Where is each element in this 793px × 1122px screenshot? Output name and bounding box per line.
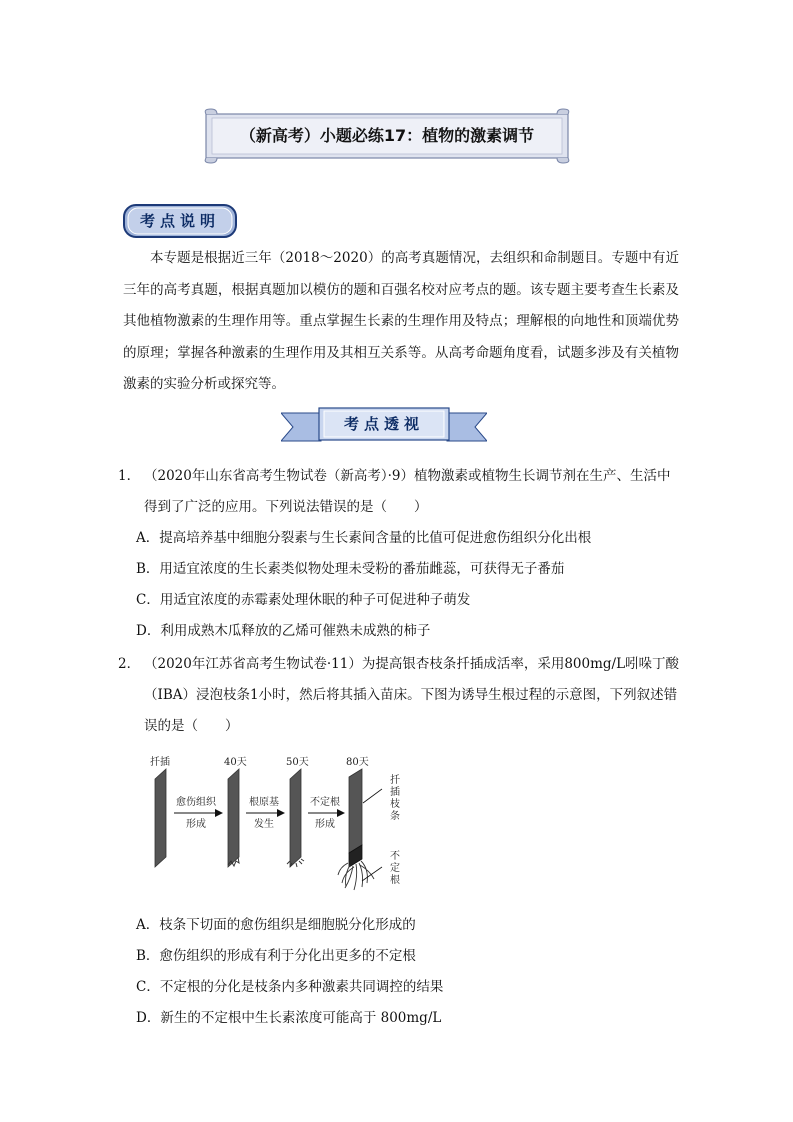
question-2-text: （2020年江苏省高考生物试卷·11）为提高银杏枝条扦插成活率，采用800mg/L吲哚丁酸（IBA）浸泡枝条1小时，然后将其插入苗床。下图为诱导生根过程的示意图，下列叙述错误的是（ ） (144, 656, 680, 734)
question-1-option-a: A．提高培养基中细胞分裂素与生长素间含量的比值可促进愈伤组织分化出根 (136, 530, 592, 546)
arrow-label-1a: 根原基 (249, 797, 279, 808)
side-label-6: 根 (390, 875, 400, 886)
page-title: （新高考）小题必练17：植物的激素调节 (239, 126, 535, 145)
side-label-5: 定 (390, 863, 400, 874)
arrow-label-1b: 发生 (254, 819, 274, 830)
question-1-option-b: B．用适宜浓度的生长素类似物处理未受粉的番茄雌蕊，可获得无子番茄 (136, 561, 565, 577)
ribbon-label: 考点透视 (343, 415, 424, 433)
question-2-option-d: D．新生的不定根中生长素浓度可能高于 800mg/L (136, 1010, 442, 1026)
cutting-stage-3 (349, 769, 362, 853)
question-2-options (118, 910, 680, 1034)
side-label-2: 枝 (390, 799, 400, 810)
adventitious-roots (338, 861, 374, 890)
side-label-0: 扦 (390, 775, 400, 786)
question-2-number: 2． (118, 656, 141, 672)
stage-label-1: 40天 (224, 757, 247, 768)
question-2-option-c: C．不定根的分化是枝条内多种激素共同调控的结果 (136, 979, 444, 995)
section-intro-paragraph (123, 243, 679, 401)
question-1-text: （2020年山东省高考生物试卷（新高考）·9）植物激素或植物生长调节剂在生产、生活中得到了广泛的应用。下列说法错误的是（ ） (144, 468, 671, 515)
stage-label-3: 80天 (346, 757, 369, 768)
side-label-3: 条 (390, 811, 400, 822)
question-1 (118, 461, 680, 647)
side-label-4: 不 (390, 851, 400, 862)
section-badge-label: 考点说明 (139, 212, 220, 230)
arrow-label-2a: 不定根 (310, 797, 340, 808)
question-2-stem (118, 649, 680, 742)
stage-label-2: 50天 (286, 757, 309, 768)
section-ribbon-kaodian-toushi (281, 407, 487, 445)
cutting-stage-2 (290, 769, 301, 867)
side-label-1: 插 (390, 787, 400, 798)
question-1-option-d: D．利用成熟木瓜释放的乙烯可催熟未成熟的柿子 (136, 623, 431, 639)
question-2-option-a: A．枝条下切面的愈伤组织是细胞脱分化形成的 (136, 917, 416, 933)
stage-label-0: 扦插 (150, 757, 170, 768)
question-1-option-c: C．用适宜浓度的赤霉素处理休眠的种子可促进种子萌发 (136, 592, 471, 608)
intro-text: 本专题是根据近三年（2018～2020）的高考真题情况，去组织和命制题目。专题中有近三年的高考真题，根据真题加以模仿的题和百强名校对应考点的题。该专题主要考查生长素及其他植物激素的生理作用等。重点掌握生长素的生理作用及特点；理解根的向地性和顶端优势的原理；掌握各种激素的生理作用及其相互关系等。从高考命题角度看，试题多涉及有关植物激素的实验分析或探究等。 (123, 250, 679, 392)
question-1-number: 1． (118, 468, 141, 484)
question-2-option-b: B．愈伤组织的形成有利于分化出更多的不定根 (136, 948, 416, 964)
arrow-label-0b: 形成 (186, 819, 206, 830)
arrow-label-2b: 形成 (315, 819, 335, 830)
question-1-stem (118, 461, 680, 523)
title-banner (203, 108, 571, 156)
section-badge-kaodian-shuoming (122, 203, 238, 239)
cutting-stage-0 (155, 769, 166, 867)
cutting-stage-1 (228, 769, 239, 867)
rooting-process-diagram (150, 753, 410, 901)
arrow-label-0a: 愈伤组织 (176, 797, 216, 808)
question-2 (118, 649, 680, 742)
